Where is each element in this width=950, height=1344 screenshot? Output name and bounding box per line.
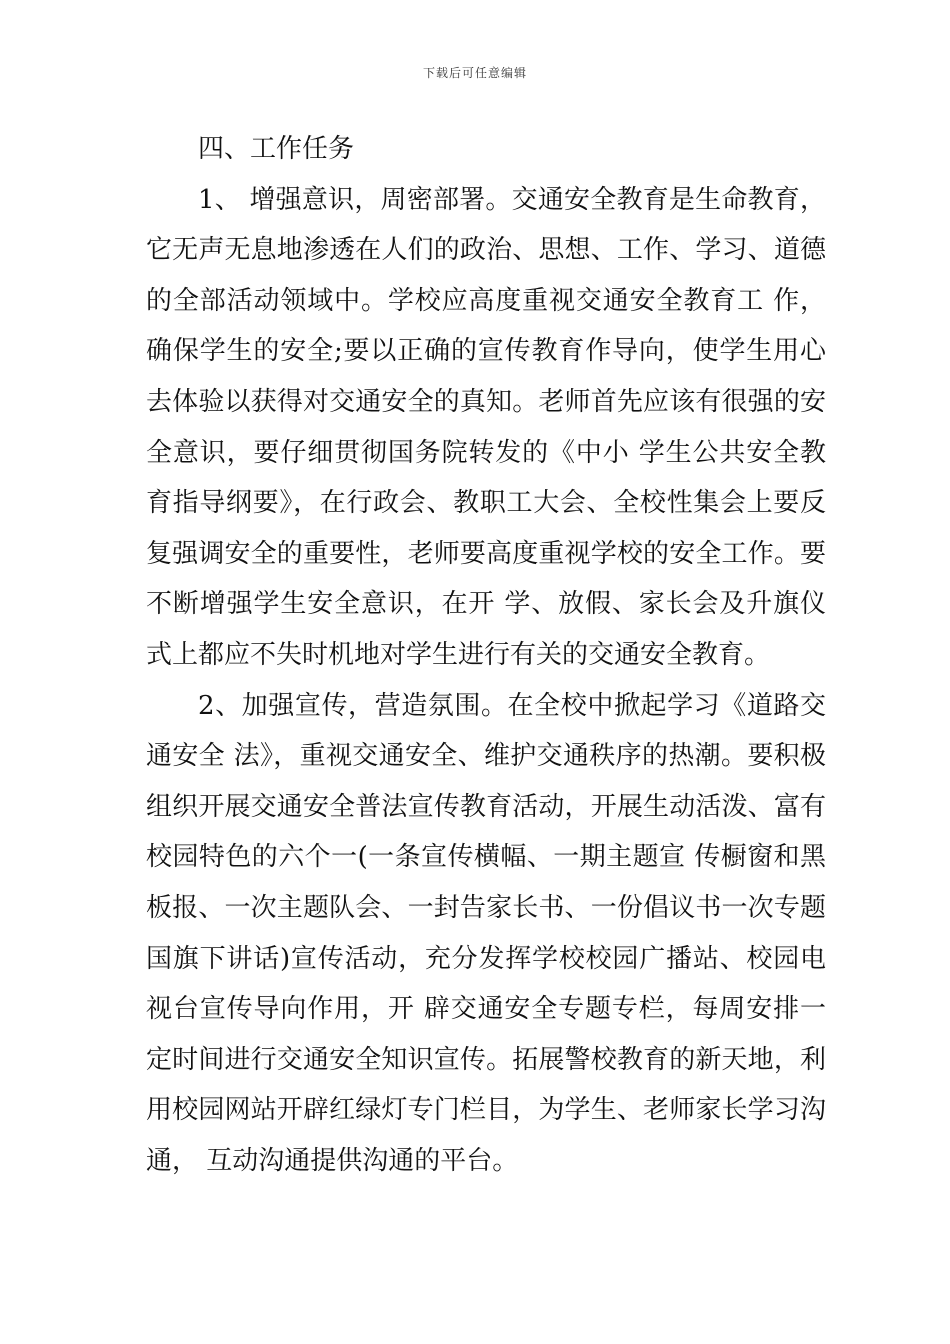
- paragraph-2: 2、加强宣传，营造氛围。在全校中掀起学习《道路交通安全 法》，重视交通安全、维护交通秩序的热潮。要积极组织开展交通安全普法宣传教育活动，开展生动活泼、富有校园特色的六个一(一条宣传横幅、一期主题宣 传橱窗和黑板报、一次主题队会、一封告家长书、一份倡议书一次专题国旗下讲话)宣传活动，充分发挥学校校园广播站、校园电视台宣传导向作用，开 辟交通安全专题专栏，每周安排一定时间进行交通安全知识宣传。拓展警校教育的新天地，利用校园网站开辟红绿灯专门栏目，为学生、老师家长学习沟通， 互动沟通提供沟通的平台。: [146, 690, 826, 1176]
- paragraph-1: 1、 增强意识，周密部署。交通安全教育是生命教育，它无声无息地渗透在人们的政治、思想、工作、学习、道德的全部活动领域中。学校应高度重视交通安全教育工 作，确保学生的安全;要以正确的宣传教育作导向，使学生用心去体验以获得对交通安全的真知。老师首先应该有很强的安全意识，要仔细贯彻国务院转发的《中小 学生公共安全教育指导纲要》，在行政会、教职工大会、全校性集会上要反复强调安全的重要性，老师要高度重视学校的安全工作。要不断增强学生安全意识，在开 学、放假、家长会及升旗仪式上都应不失时机地对学生进行有关的交通安全教育。: [146, 184, 826, 670]
- section-heading: 四、工作任务: [198, 134, 355, 164]
- document-body: [146, 124, 826, 1186]
- page-header-note: 下载后可任意编辑: [422, 66, 527, 80]
